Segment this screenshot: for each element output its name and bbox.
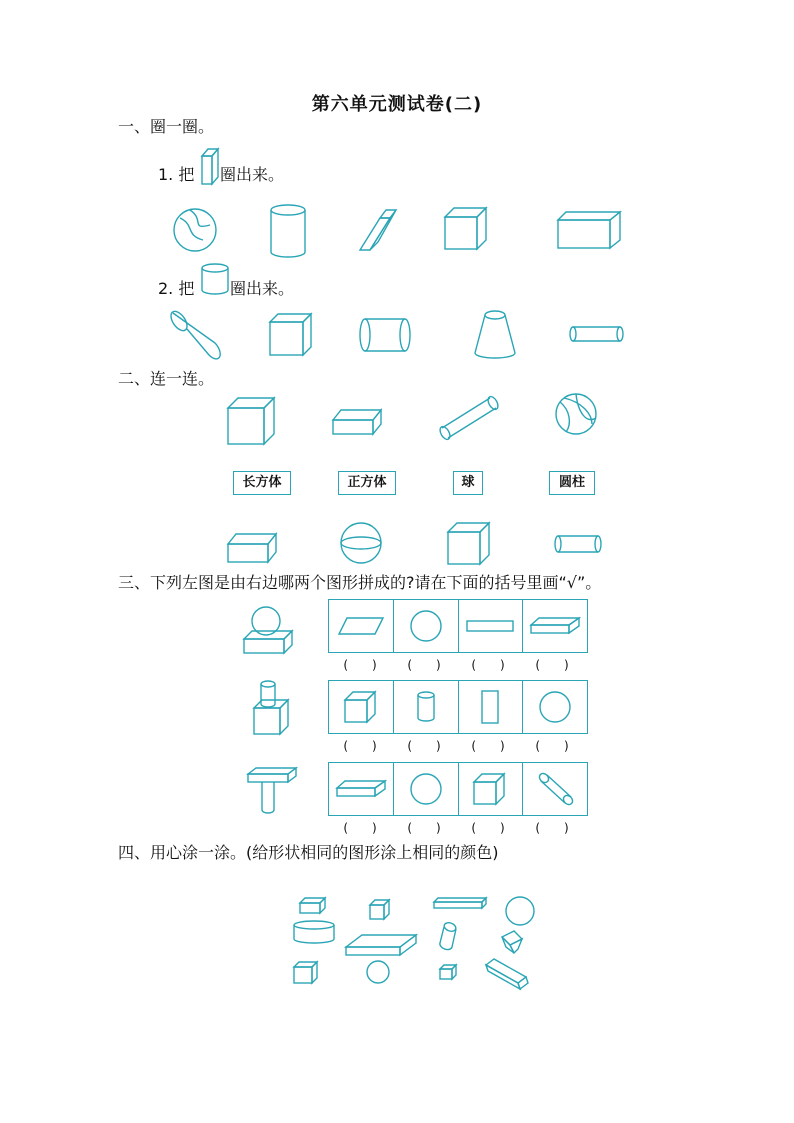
options-panel-1 (328, 599, 588, 653)
answer-row-2 (328, 737, 584, 754)
answer-slot[interactable]: ( ) (343, 739, 377, 753)
tall-cuboid-icon (200, 146, 220, 186)
circle-icon (408, 771, 444, 807)
option-cylinder[interactable] (394, 681, 459, 733)
sphere-icon[interactable] (174, 209, 216, 251)
tilted-cylinder-icon[interactable] (168, 309, 220, 359)
tilted-cube-icon[interactable] (502, 931, 522, 953)
section-1-heading: 一、圈一圈。 (118, 117, 215, 136)
option-rectangle[interactable] (459, 681, 524, 733)
composite-cylinder-on-cube-icon (248, 678, 292, 738)
rectangle-icon (465, 618, 515, 634)
options-panel-2 (328, 680, 588, 734)
cube-icon[interactable] (228, 398, 274, 444)
small-cube-icon[interactable] (370, 900, 389, 919)
circle-icon (537, 689, 573, 725)
answer-slot[interactable]: ( ) (407, 739, 441, 753)
label-cuboid[interactable]: 长方体 (233, 471, 291, 495)
option-circle[interactable] (523, 681, 587, 733)
option-flat-cuboid[interactable] (329, 763, 394, 815)
tiny-cube-icon[interactable] (440, 965, 456, 979)
cuboid-icon[interactable] (558, 212, 620, 248)
thin-cylinder-icon[interactable] (570, 327, 623, 341)
tilted-cylinder-icon[interactable] (438, 395, 500, 441)
option-rectangle[interactable] (459, 600, 524, 652)
frustum-icon[interactable] (475, 311, 515, 358)
label-sphere[interactable]: 球 (453, 471, 483, 495)
tilted-cylinder-icon[interactable] (440, 921, 457, 949)
answer-slot[interactable]: ( ) (535, 739, 569, 753)
q2-suffix: 圈出来。 (230, 279, 295, 298)
q1-suffix: 圈出来。 (220, 165, 285, 184)
answer-slot[interactable]: ( ) (535, 658, 569, 672)
label-cube[interactable]: 正方体 (338, 471, 396, 495)
flat-cuboid-icon (529, 615, 581, 637)
q2-shapes-row (165, 305, 625, 365)
rectangle-icon (479, 689, 501, 725)
match-top-shapes (220, 388, 610, 448)
parallelogram-icon (337, 616, 385, 636)
composite-slab-on-cylinder-icon (246, 766, 298, 816)
q2-prefix: 2. 把 (158, 279, 195, 298)
q1-shapes-row (170, 200, 630, 260)
flat-cuboid-icon (335, 778, 387, 800)
cylinder-icon[interactable] (271, 205, 305, 257)
option-circle[interactable] (394, 600, 459, 652)
cuboid-icon[interactable] (228, 534, 276, 562)
tilted-cylinder-icon (535, 771, 575, 807)
answer-slot[interactable]: ( ) (471, 739, 505, 753)
cube-icon[interactable] (448, 523, 489, 564)
small-cube-icon[interactable] (294, 962, 317, 983)
q1-prefix: 1. 把 (158, 165, 195, 184)
small-sphere-icon[interactable] (367, 961, 389, 983)
answer-slot[interactable]: ( ) (343, 821, 377, 835)
option-cube[interactable] (329, 681, 394, 733)
sphere-icon[interactable] (341, 523, 381, 563)
horizontal-cylinder-icon[interactable] (360, 319, 410, 351)
answer-row-3 (328, 819, 584, 836)
option-tilted-cylinder[interactable] (523, 763, 587, 815)
option-circle[interactable] (394, 763, 459, 815)
match-bottom-shapes (220, 518, 610, 568)
option-flat-cuboid[interactable] (523, 600, 587, 652)
large-flat-cuboid-icon[interactable] (346, 935, 416, 955)
composite-ball-on-slab-icon (240, 603, 300, 659)
answer-slot[interactable]: ( ) (471, 658, 505, 672)
answer-slot[interactable]: ( ) (407, 821, 441, 835)
short-cylinder-icon (200, 262, 230, 296)
cube-icon[interactable] (270, 314, 311, 355)
sphere-icon[interactable] (506, 897, 534, 925)
options-panel-3 (328, 762, 588, 816)
ball-icon[interactable] (556, 394, 596, 434)
tilted-cuboid-icon[interactable] (360, 210, 396, 250)
coloring-shapes (290, 895, 540, 990)
cube-icon (472, 772, 508, 806)
circle-icon (408, 608, 444, 644)
option-parallelogram[interactable] (329, 600, 394, 652)
cylinder-icon (415, 690, 437, 724)
answer-slot[interactable]: ( ) (343, 658, 377, 672)
section-4-heading: 四、用心涂一涂。(给形状相同的图形涂上相同的颜色) (118, 843, 499, 862)
label-cylinder[interactable]: 圆柱 (549, 471, 595, 495)
section-3-heading: 三、下列左图是由右边哪两个图形拼成的?请在下面的括号里画“√”。 (118, 573, 602, 592)
answer-slot[interactable]: ( ) (535, 821, 569, 835)
cube-icon (343, 690, 379, 724)
flat-cuboid-icon[interactable] (333, 410, 381, 434)
section-2-heading: 二、连一连。 (118, 369, 215, 388)
page-title: 第六单元测试卷(二) (311, 94, 483, 115)
small-cuboid-icon[interactable] (300, 898, 325, 913)
answer-row-1 (328, 656, 584, 673)
thin-cylinder-icon[interactable] (555, 536, 601, 552)
answer-slot[interactable]: ( ) (407, 658, 441, 672)
option-cube[interactable] (459, 763, 524, 815)
answer-slot[interactable]: ( ) (471, 821, 505, 835)
wide-cylinder-icon[interactable] (294, 921, 334, 943)
long-flat-cuboid-icon[interactable] (434, 898, 486, 908)
tilted-cuboid-icon[interactable] (486, 959, 528, 989)
cube-icon[interactable] (445, 208, 486, 249)
